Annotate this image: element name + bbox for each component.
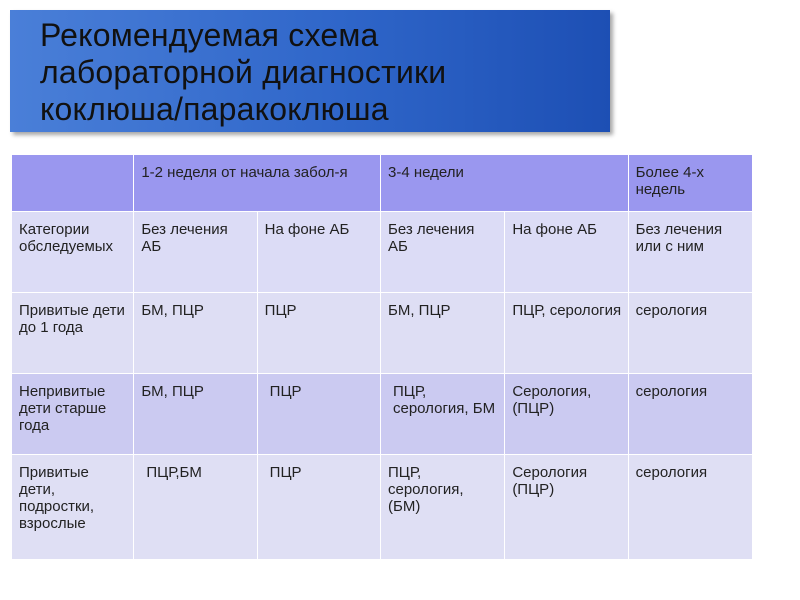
title-line-1: Рекомендуемая схема [40, 17, 379, 53]
subheader-p2-on-ab: На фоне АБ [505, 212, 628, 293]
header-period-over-4-weeks: Более 4-х недель [628, 155, 752, 212]
table-cell: ПЦР [257, 293, 380, 374]
table-row [12, 293, 753, 374]
table-cell: БМ, ПЦР [380, 293, 504, 374]
table-cell: ПЦР [257, 455, 380, 560]
table-cell: Серология (ПЦР) [505, 455, 628, 560]
table-row [12, 374, 753, 455]
row-category: Привитые дети, подростки, взрослые [12, 455, 134, 560]
subheader-category: Категории обследуемых [12, 212, 134, 293]
diagnostics-table [11, 154, 753, 560]
table-cell: ПЦР,БМ [134, 455, 257, 560]
table-cell: ПЦР, серология, БМ [380, 374, 504, 455]
subheader-p1-no-treatment: Без лечения АБ [134, 212, 257, 293]
row-category: Привитые дети до 1 года [12, 293, 134, 374]
table-cell: серология [628, 374, 752, 455]
subheader-p3-any: Без лечения или с ним [628, 212, 752, 293]
table-row [12, 455, 753, 560]
table-cell: серология [628, 455, 752, 560]
subheader-p2-no-treatment: Без лечения АБ [380, 212, 504, 293]
header-period-3-4-weeks: 3-4 недели [380, 155, 628, 212]
title-line-3: коклюша/паракоклюша [40, 91, 389, 127]
table-cell: ПЦР [257, 374, 380, 455]
table-cell: БМ, ПЦР [134, 374, 257, 455]
title-banner [10, 10, 610, 132]
title-line-2: лабораторной диагностики [40, 54, 447, 90]
table-cell: серология [628, 293, 752, 374]
row-category: Непривитые дети старше года [12, 374, 134, 455]
table-cell: ПЦР, серология [505, 293, 628, 374]
table-cell: ПЦР, серология, (БМ) [380, 455, 504, 560]
header-row [12, 155, 753, 212]
header-period-1-2-weeks: 1-2 неделя от начала забол-я [134, 155, 381, 212]
header-corner-cell [12, 155, 134, 212]
table-cell: БМ, ПЦР [134, 293, 257, 374]
subheader-row [12, 212, 753, 293]
table-cell: Серология, (ПЦР) [505, 374, 628, 455]
subheader-p1-on-ab: На фоне АБ [257, 212, 380, 293]
